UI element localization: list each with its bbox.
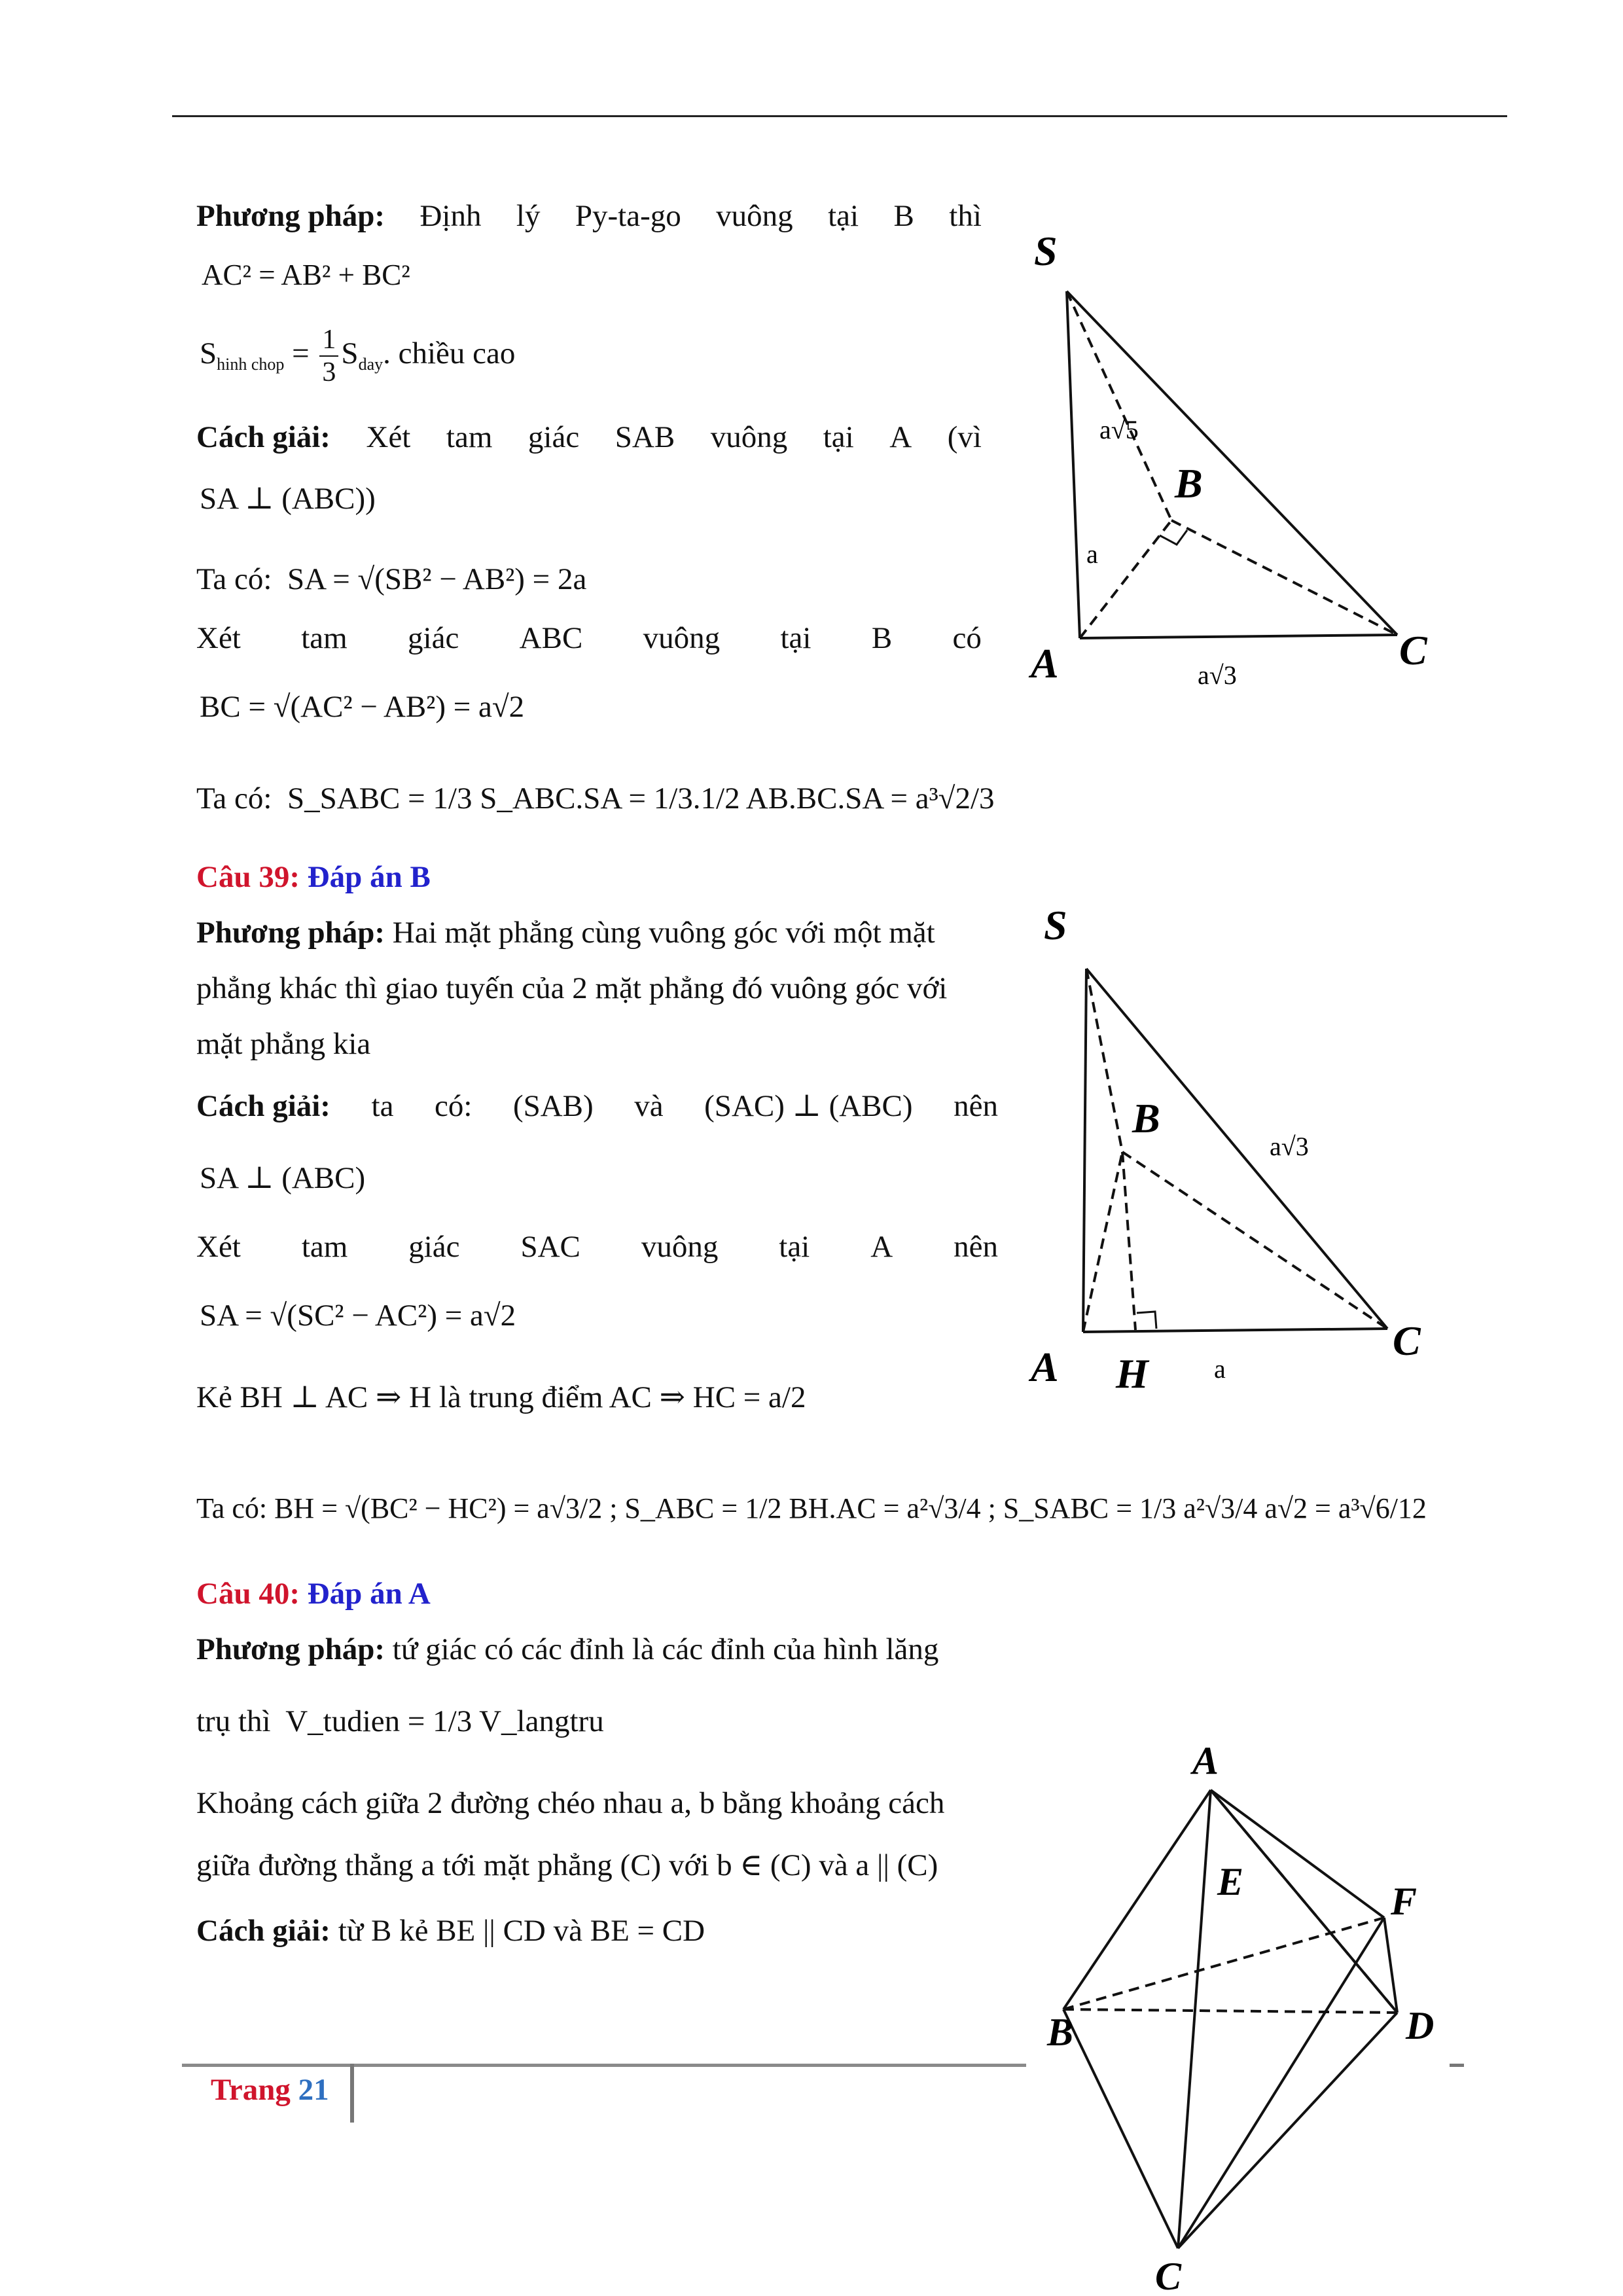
- q38-volume-formula: $S_{hinh chop}$ = $\frac{1}{3}$ $S_{day}$. chiều cao: [200, 325, 516, 387]
- word: nên: [954, 1089, 998, 1123]
- q39-answer: Đáp án B: [307, 860, 431, 894]
- word: Xét: [366, 420, 411, 454]
- word: Xét: [196, 1230, 241, 1264]
- word: tại: [823, 420, 854, 454]
- q39-final-equation: Ta có: BH = √(BC² − HC²) = a√3/2 ; S_ABC = 1/2 BH.AC = a²√3/4 ; S_SABC = 1/3 a²√3/4 a√2 = a³√6/12: [196, 1492, 1427, 1524]
- q40-method-label: Phương pháp:: [196, 1632, 385, 1666]
- edge-bc: [1122, 1152, 1387, 1329]
- q38-solution-line: [196, 418, 982, 457]
- edge-cd: [1178, 2013, 1397, 2248]
- word: Xét: [196, 621, 241, 655]
- edge-fc: [1178, 1918, 1384, 2248]
- word: nên: [954, 1230, 998, 1264]
- edge-ac: [1080, 635, 1397, 638]
- label-b: B: [1175, 460, 1203, 507]
- q38-method-line: [196, 196, 982, 236]
- q40-method-l1: [196, 1630, 938, 1669]
- label-s: S: [1034, 228, 1058, 274]
- word: B: [871, 621, 893, 655]
- label-b: B: [1047, 2011, 1074, 2054]
- word: giác: [527, 420, 580, 454]
- page-number: [211, 2072, 329, 2108]
- word: tam: [446, 420, 493, 454]
- word: tại: [828, 199, 859, 233]
- edge-sa: [1083, 969, 1086, 1332]
- q38-volume-line: [196, 779, 995, 818]
- edge-ab: [1080, 520, 1171, 638]
- q39-pyramid-figure: [1021, 897, 1479, 1407]
- taco-label: Ta có:: [196, 562, 272, 596]
- q39-sa-equation: SA = √(SC² − AC²) = a√2: [200, 1299, 516, 1333]
- page-value: 21: [298, 2073, 329, 2107]
- word: Định: [419, 199, 482, 233]
- edge-ac: [1178, 1790, 1211, 2248]
- q40-volume-equation: V_tudien = 1/3 V_langtru: [285, 1704, 604, 1738]
- label-c: C: [1155, 2255, 1182, 2296]
- word: tại: [780, 621, 812, 655]
- q40-answer: Đáp án A: [307, 1577, 431, 1611]
- q40-distance-l2: giữa đường thẳng a tới mặt phẳng (C) với b ∈ (C) và a || (C): [196, 1848, 938, 1882]
- q38-pyramid-figure: [1008, 223, 1479, 707]
- q38-sa-equation: SA = √(SB² − AB²) = 2a: [287, 562, 587, 596]
- q38-solution-label: Cách giải:: [196, 420, 330, 454]
- word: ABC: [519, 621, 583, 655]
- q40-method-text: tứ giác có các đỉnh là các đỉnh của hình lăng: [392, 1632, 939, 1666]
- right-angle-mark: [1137, 1312, 1156, 1329]
- q38-abc-line: [196, 619, 982, 658]
- q39-method-l2: phẳng khác thì giao tuyến của 2 mặt phẳng đó vuông góc với: [196, 971, 948, 1005]
- edge-sa: [1067, 291, 1080, 638]
- edge-bc: [1063, 2009, 1178, 2248]
- label-a: A: [1192, 1739, 1219, 1782]
- q39-sa-perp: SA ⊥ (ABC): [200, 1161, 366, 1195]
- q39-sac-line: [196, 1227, 998, 1266]
- word: SAC: [520, 1230, 580, 1264]
- q39-method-l3: mặt phẳng kia: [196, 1027, 371, 1061]
- label-e: E: [1217, 1860, 1244, 1903]
- footer-rule: [182, 2064, 1026, 2067]
- word: tam: [301, 621, 348, 655]
- word: và: [634, 1089, 664, 1123]
- q39-ke-line: Kẻ BH ⊥ AC ⇒ H là trung điểm AC ⇒ HC = a/2: [196, 1380, 806, 1414]
- word: giác: [408, 621, 459, 655]
- word: thì: [949, 199, 982, 233]
- q39-solution-label: Cách giải:: [196, 1089, 330, 1123]
- word: vuông: [716, 199, 793, 233]
- q40-method-l2: [196, 1702, 604, 1741]
- edge-ab: [1063, 1790, 1211, 2009]
- header-rule: [172, 115, 1507, 117]
- word: (SAB): [512, 1089, 594, 1123]
- q40-solution-line: [196, 1911, 705, 1950]
- q40-distance-l1: Khoảng cách giữa 2 đường chéo nhau a, b bằng khoảng cách: [196, 1786, 945, 1820]
- edge-bh: [1122, 1152, 1135, 1330]
- edge-ab: [1083, 1152, 1122, 1332]
- edge-bc: [1171, 520, 1397, 635]
- word: Py-ta-go: [575, 199, 681, 233]
- label-a-ab: a: [1086, 539, 1098, 569]
- q38-pyth-formula: AC² = AB² + BC²: [202, 259, 410, 291]
- q38-bc-equation: BC = √(AC² − AB²) = a√2: [200, 690, 525, 724]
- label-a: A: [1031, 1344, 1059, 1390]
- edge-bd: [1063, 2009, 1397, 2013]
- word: giác: [408, 1230, 460, 1264]
- q38-sa-perp: SA ⊥ (ABC)): [200, 482, 376, 516]
- q40-heading: [196, 1574, 431, 1613]
- label-a: A: [1031, 640, 1059, 687]
- label-a-sqrt3: a√3: [1198, 660, 1237, 690]
- word: A: [889, 420, 912, 454]
- q39-heading: [196, 857, 431, 897]
- word: B: [893, 199, 914, 233]
- q38-method-label: Phương pháp:: [196, 199, 385, 233]
- label-h: H: [1116, 1350, 1149, 1397]
- word: SAB: [615, 420, 675, 454]
- label-s: S: [1044, 902, 1067, 948]
- label-d: D: [1406, 2004, 1435, 2047]
- label-f: F: [1391, 1880, 1418, 1923]
- q39-solution-line: [196, 1086, 998, 1126]
- label-c: C: [1399, 627, 1427, 673]
- word: vuông: [710, 420, 788, 454]
- word: có:: [434, 1089, 473, 1123]
- label-a-hc: a: [1214, 1354, 1226, 1384]
- word: lý: [516, 199, 541, 233]
- word: vuông: [641, 1230, 719, 1264]
- q40-solution-text: từ B kẻ BE || CD và BE = CD: [338, 1914, 705, 1948]
- q38-volume-equation: S_SABC = 1/3 S_ABC.SA = 1/3.1/2 AB.BC.SA = a³√2/3: [287, 781, 995, 816]
- taco-label: Ta có:: [196, 781, 272, 816]
- word: có: [952, 621, 982, 655]
- label-a-sqrt5: a√5: [1099, 415, 1139, 444]
- edge-sb: [1067, 291, 1171, 520]
- label-c: C: [1393, 1318, 1421, 1364]
- q40-solution-label: Cách giải:: [196, 1914, 330, 1948]
- q40-tetrahedron-figure: [1021, 1715, 1492, 2296]
- q38-sa-line: [196, 560, 586, 599]
- word: (SAC) ⊥ (ABC): [704, 1089, 913, 1123]
- label-b: B: [1132, 1095, 1160, 1141]
- word: A: [870, 1230, 893, 1264]
- edge-sb: [1086, 969, 1122, 1152]
- q40-method-tail: trụ thì: [196, 1704, 271, 1738]
- q39-method-label: Phương pháp:: [196, 916, 385, 950]
- label-a-sqrt3: a√3: [1270, 1132, 1309, 1161]
- edge-ac: [1083, 1329, 1387, 1332]
- q39-method-text: Hai mặt phẳng cùng vuông góc với một mặt: [392, 916, 935, 950]
- volume-tail: . chiều cao: [383, 336, 516, 370]
- right-angle-mark: [1160, 530, 1187, 545]
- page-label: Trang: [211, 2073, 291, 2107]
- footer-dash: [1450, 2064, 1464, 2067]
- word: ta: [371, 1089, 394, 1123]
- word: tam: [301, 1230, 348, 1264]
- word: tại: [779, 1230, 810, 1264]
- word: (vì: [947, 420, 982, 454]
- edge-sc: [1067, 291, 1397, 635]
- q39-method-l1: [196, 913, 935, 952]
- q40-number: Câu 40:: [196, 1577, 300, 1611]
- word: vuông: [643, 621, 721, 655]
- footer-divider: [350, 2064, 354, 2123]
- q39-number: Câu 39:: [196, 860, 300, 894]
